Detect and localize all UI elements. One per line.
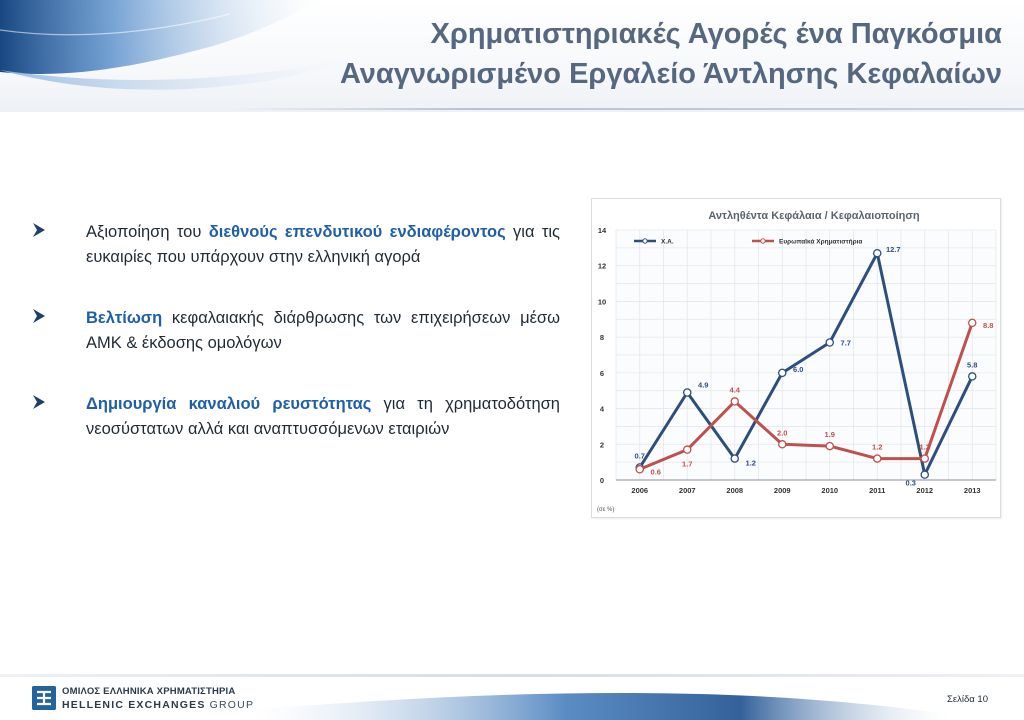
- y-tick-label: 0: [599, 476, 605, 485]
- data-label: 6.0: [793, 364, 804, 374]
- legend-label: Ευρωπαϊκά Χρηματιστήρια: [779, 238, 863, 246]
- exchange-logo-icon: [32, 686, 56, 710]
- x-tick-label: 2011: [869, 486, 886, 495]
- series-point: [921, 471, 928, 478]
- y-tick-label: 12: [597, 261, 607, 271]
- logo-text-light: GROUP: [209, 699, 255, 711]
- data-label: 1.2: [919, 442, 930, 452]
- line-chart: [592, 199, 1000, 517]
- data-label: 0.7: [634, 451, 645, 461]
- x-tick-label: 2010: [821, 486, 839, 495]
- bullet-text: για τις ευκαιρίες που υπάρχουν στην ελληνική αγορά: [86, 223, 561, 266]
- bullet-text: για τη χρηματοδότηση νεοσύστατων αλλά και αναπτυσσόμενων εταιριών: [86, 395, 560, 438]
- bullet-text: Αξιοποίηση του: [86, 223, 209, 241]
- page-title-line1: Χρηματιστηριακές Αγορές ένα Παγκόσμια: [430, 18, 1002, 50]
- y-tick-label: 10: [597, 297, 607, 307]
- chart-title: Αντληθέντα Κεφάλαια / Κεφαλαιοποίηση: [708, 210, 920, 222]
- series-point: [684, 389, 691, 396]
- arrow-bullet-icon: [32, 308, 46, 324]
- data-label: 4.4: [729, 385, 740, 395]
- logo-text-greek: ΟΜΙΛΟΣ ΕΛΛΗΝΙΚΑ ΧΡΗΜΑΤΙΣΤΗΡΙΑ: [62, 686, 236, 697]
- data-label: 5.8: [967, 360, 978, 370]
- y-tick-label: 2: [599, 440, 605, 450]
- legend-marker: [761, 239, 765, 243]
- bullet-text: κεφαλαιακής διάρθρωσης των επιχειρήσεων μέσω ΑΜΚ & έκδοσης ομολόγων: [86, 309, 560, 352]
- x-tick-label: 2009: [773, 486, 791, 495]
- data-label: 1.9: [824, 430, 835, 440]
- x-tick-label: 2013: [963, 486, 981, 495]
- header-divider: [230, 108, 1024, 110]
- bullet-highlight: Βελτίωση: [86, 309, 163, 327]
- series-point: [636, 466, 643, 473]
- series-point: [826, 442, 833, 449]
- footer-divider: [0, 674, 1024, 677]
- y-tick-label: 8: [599, 333, 605, 343]
- series-point: [731, 455, 738, 462]
- data-label: 8.8: [983, 320, 994, 330]
- series-point: [731, 398, 738, 405]
- y-tick-label: 14: [597, 226, 607, 235]
- arrow-bullet-icon: [32, 222, 46, 238]
- page-title-line2: Αναγνωρισμένο Εργαλείο Άντλησης Κεφαλαίων: [339, 58, 1002, 90]
- slide-header: [0, 0, 1024, 112]
- page-title: [242, 14, 1002, 94]
- legend-marker: [643, 239, 647, 243]
- data-label: 0.6: [650, 467, 661, 477]
- footer-swoosh-decoration: [250, 680, 950, 720]
- chart-footnote: (σε %): [597, 507, 615, 513]
- data-label: 1.2: [872, 442, 883, 452]
- x-tick-label: 2012: [916, 486, 934, 495]
- logo-text-english: [62, 699, 254, 711]
- chart-panel: [591, 198, 1001, 518]
- bullet-item: [32, 220, 560, 269]
- arrow-bullet-icon: [32, 394, 46, 410]
- legend-label: Χ.Α.: [661, 238, 674, 246]
- x-tick-label: 2008: [726, 486, 744, 495]
- data-label: 1.2: [745, 458, 756, 468]
- data-label: 4.9: [698, 380, 709, 390]
- series-point: [779, 369, 786, 376]
- data-label: 1.7: [682, 459, 693, 469]
- data-label: 12.7: [885, 245, 901, 255]
- bullet-highlight: διεθνούς επενδυτικού ενδιαφέροντος: [208, 223, 506, 241]
- x-tick-label: 2006: [631, 486, 649, 495]
- bullet-item: [32, 306, 560, 355]
- logo-text-bold: HELLENIC EXCHANGES: [62, 699, 206, 711]
- series-point: [826, 339, 833, 346]
- bullet-highlight: Δημιουργία καναλιού ρευστότητας: [86, 395, 372, 413]
- company-logo: [32, 684, 282, 714]
- series-point: [874, 455, 881, 462]
- y-tick-label: 4: [599, 404, 605, 414]
- bullet-list: [32, 220, 560, 478]
- data-label: 2.0: [777, 428, 788, 438]
- series-point: [921, 455, 928, 462]
- page-number: Σελίδα 10: [947, 694, 988, 705]
- series-point: [969, 319, 976, 326]
- series-point: [684, 446, 691, 453]
- data-label: 7.7: [840, 338, 851, 348]
- series-point: [779, 441, 786, 448]
- series-point: [969, 373, 976, 380]
- series-point: [874, 250, 881, 257]
- x-tick-label: 2007: [678, 486, 696, 495]
- y-tick-label: 6: [599, 368, 605, 378]
- data-label: 0.3: [905, 478, 916, 488]
- bullet-item: [32, 392, 560, 441]
